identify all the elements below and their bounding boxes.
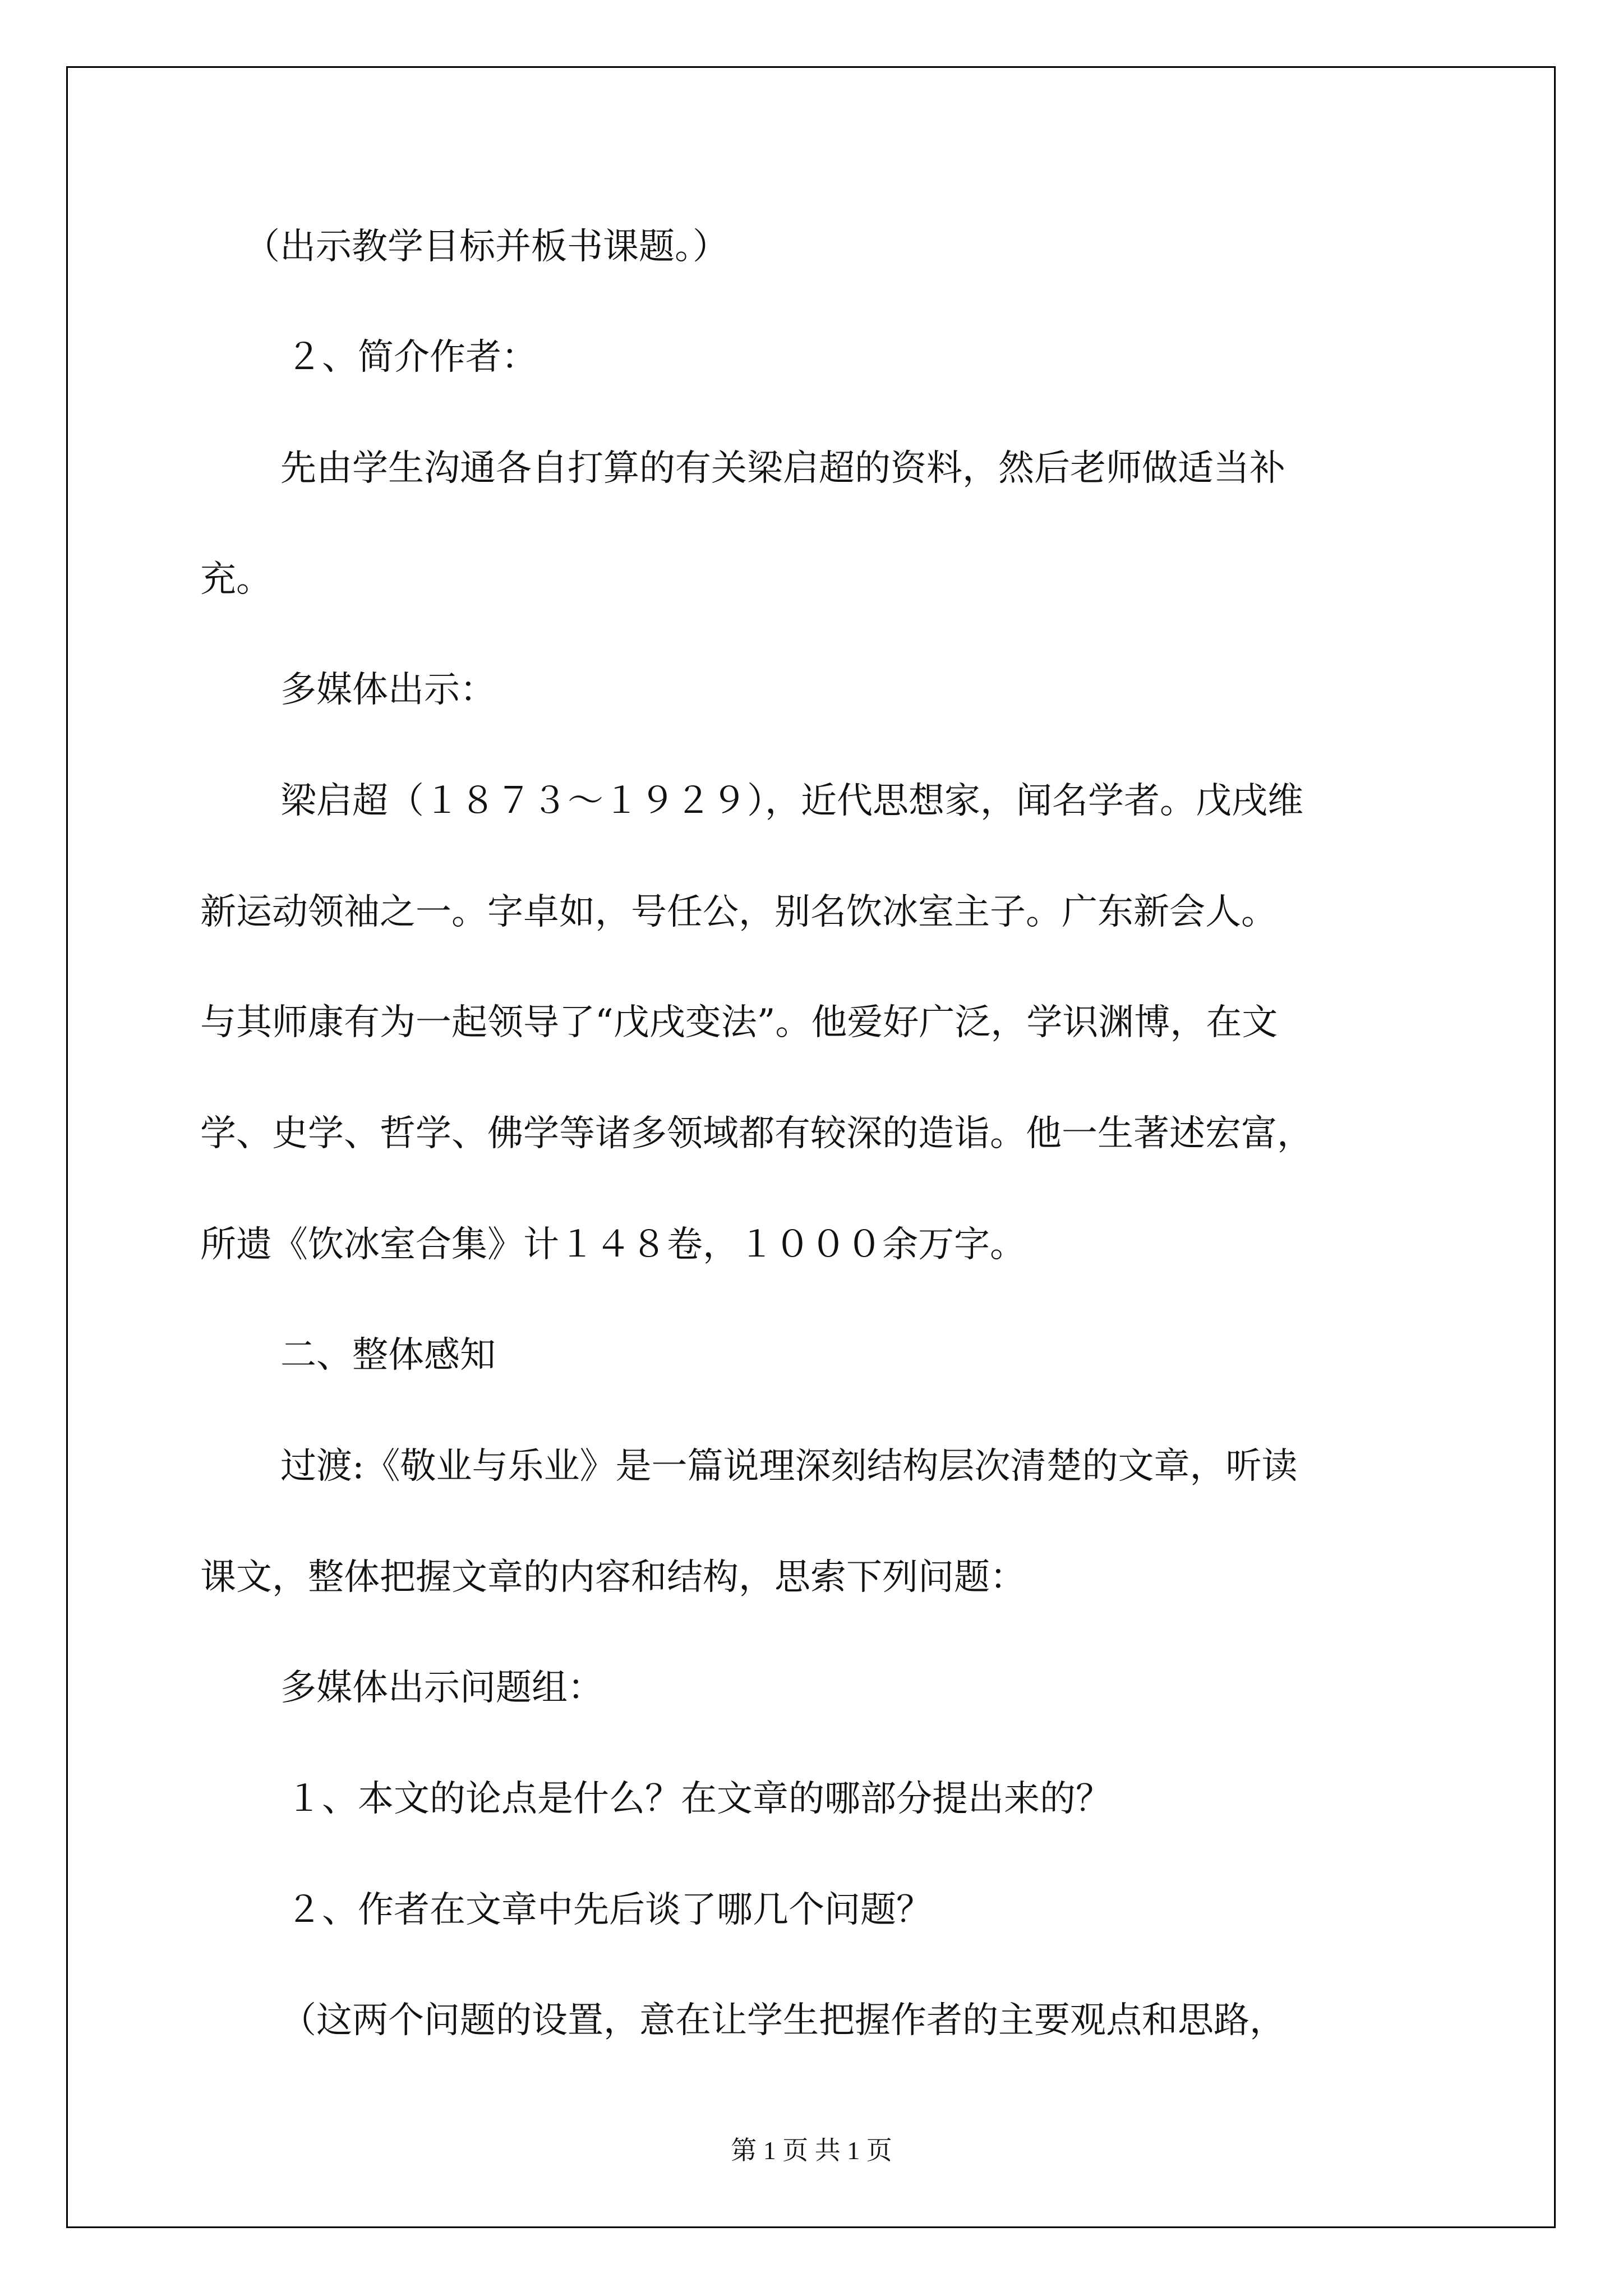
- text-line-13: 课文，整体把握文章的内容和结构，思索下列问题：: [200, 1557, 1026, 1598]
- text-line-5: 多媒体出示：: [280, 669, 496, 711]
- page-footer: 第 1 页 共 1 页: [731, 2136, 892, 2165]
- text-line-6: 梁启超（１８７３～１９２９），近代思想家，闻名学者。戊戌维: [280, 780, 1303, 822]
- text-line-15: １、本文的论点是什么？在文章的哪部分提出来的？: [286, 1778, 1112, 1820]
- text-line-12: 过渡:《敬业与乐业》是一篇说理深刻结构层次清楚的文章，听读: [280, 1446, 1298, 1487]
- text-line-4: 充。: [200, 559, 272, 600]
- text-line-16: ２、作者在文章中先后谈了哪几个问题？: [286, 1889, 932, 1931]
- text-line-11: 二、整体感知: [280, 1335, 496, 1376]
- text-line-9: 学、史学、哲学、佛学等诸多领域都有较深的造诣。他一生著述宏富，: [200, 1113, 1313, 1154]
- text-line-8: 与其师康有为一起领导了“戊戌变法”。他爱好广泛，学识渊博，在文: [200, 1002, 1278, 1043]
- text-line-2: ２、简介作者：: [286, 337, 537, 378]
- text-line-7: 新运动领袖之一。字卓如，号任公，别名饮冰室主子。广东新会人。: [200, 891, 1277, 933]
- text-line-1: （出示教学目标并板书课题。）: [244, 226, 728, 268]
- text-line-10: 所遗《饮冰室合集》计１４８卷，１０００余万字。: [200, 1224, 1026, 1266]
- text-line-14: 多媒体出示问题组：: [280, 1667, 603, 1709]
- text-line-3: 先由学生沟通各自打算的有关梁启超的资料，然后老师做适当补: [280, 448, 1285, 489]
- text-line-17: （这两个问题的设置，意在让学生把握作者的主要观点和思路，: [280, 2000, 1285, 2041]
